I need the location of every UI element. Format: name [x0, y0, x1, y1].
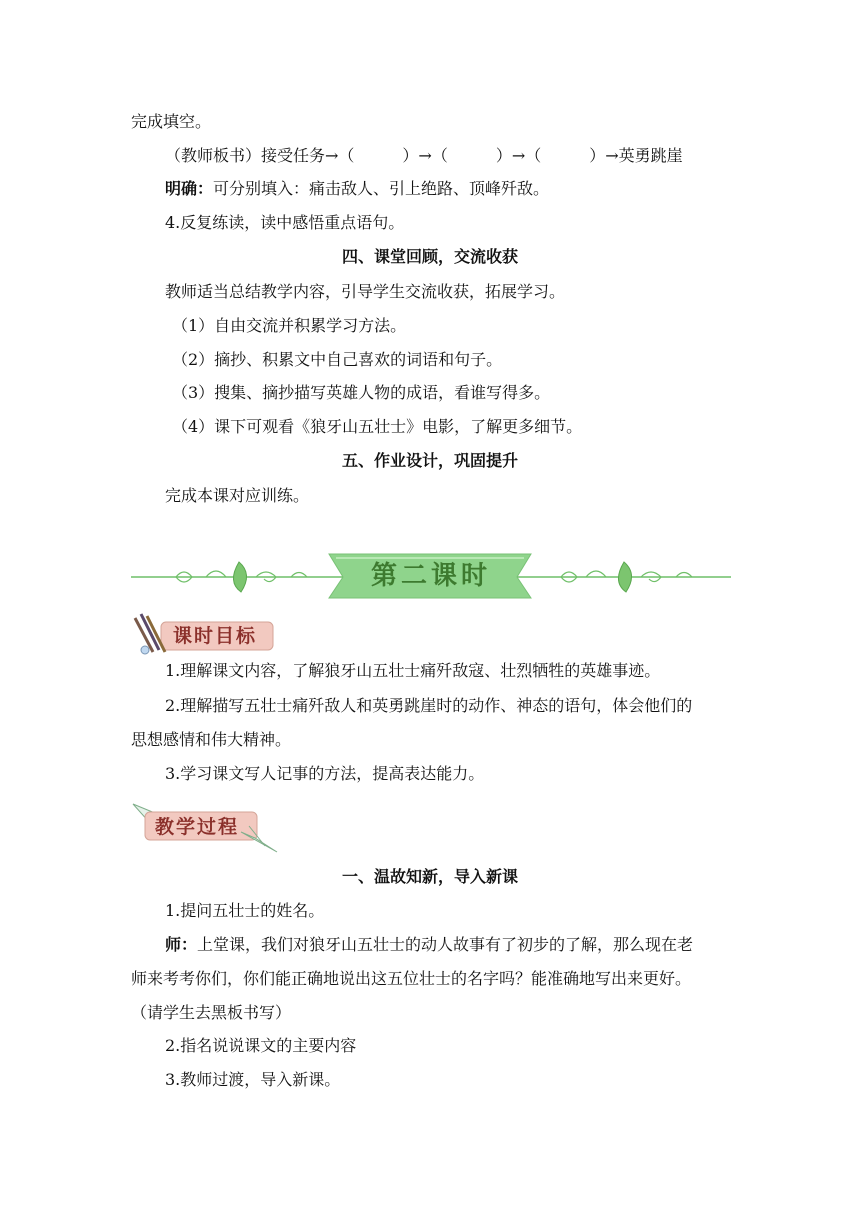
list-item: （3）搜集、摘抄描写英雄人物的成语，看谁写得多。 — [172, 383, 551, 402]
leaf-icon — [618, 562, 631, 592]
answer-label: 明确： — [165, 179, 214, 198]
goal-item: 2.理解描写五壮士痛歼敌人和英勇跳崖时的动作、神态的语句，体会他们的 — [165, 696, 693, 715]
text-line: 师来考考你们，你们能正确地说出这五位壮士的名字吗？能准确地写出来更好。 — [131, 969, 692, 988]
lesson-banner-title: 第二课时 — [370, 561, 491, 591]
text-line: 完成本课对应训练。 — [165, 486, 310, 505]
list-item: （4）课下可观看《狼牙山五壮士》电影，了解更多细节。 — [172, 417, 583, 436]
goal-item: 1.理解课文内容，了解狼牙山五壮士痛歼敌寇、壮烈牺牲的英雄事迹。 — [165, 661, 661, 680]
section-heading: 五、作业设计，巩固提升 — [341, 451, 518, 470]
teacher-text: 上堂课，我们对狼牙山五壮士的动人故事有了初步的了解，那么现在老 — [197, 935, 694, 954]
text-line: 1.提问五壮士的姓名。 — [165, 901, 325, 920]
text-line: （请学生去黑板书写） — [131, 1003, 292, 1022]
goals-badge — [131, 612, 281, 656]
answer-line — [165, 178, 549, 200]
text-line: 4.反复练读，读中感悟重点语句。 — [165, 213, 405, 232]
section-heading: 四、课堂回顾，交流收获 — [341, 247, 518, 266]
goals-badge-label: 课时目标 — [173, 625, 258, 647]
process-badge — [131, 796, 281, 854]
section-heading: 一、温故知新，导入新课 — [341, 867, 518, 886]
teacher-line — [165, 934, 693, 956]
lesson-banner — [131, 546, 731, 604]
leaf-icon — [233, 562, 246, 592]
process-badge-label: 教学过程 — [155, 816, 240, 838]
teacher-label: 师： — [165, 935, 198, 954]
text-line: 完成填空。 — [131, 112, 212, 131]
list-item: （1）自由交流并积累学习方法。 — [172, 316, 407, 335]
list-item: （2）摘抄、积累文中自己喜欢的词语和句子。 — [172, 350, 503, 369]
text-line: 2.指名说说课文的主要内容 — [165, 1036, 357, 1055]
goal-item: 3.学习课文写人记事的方法，提高表达能力。 — [165, 764, 485, 783]
text-line: 3.教师过渡，导入新课。 — [165, 1070, 341, 1089]
text-line: （教师板书）接受任务→（ ）→（ ）→（ ）→英勇跳崖 — [165, 146, 683, 165]
goal-item: 思想感情和伟大精神。 — [131, 730, 292, 749]
answer-text: 可分别填入：痛击敌人、引上绝路、顶峰歼敌。 — [213, 179, 550, 198]
text-line: 教师适当总结教学内容，引导学生交流收获，拓展学习。 — [165, 282, 566, 301]
